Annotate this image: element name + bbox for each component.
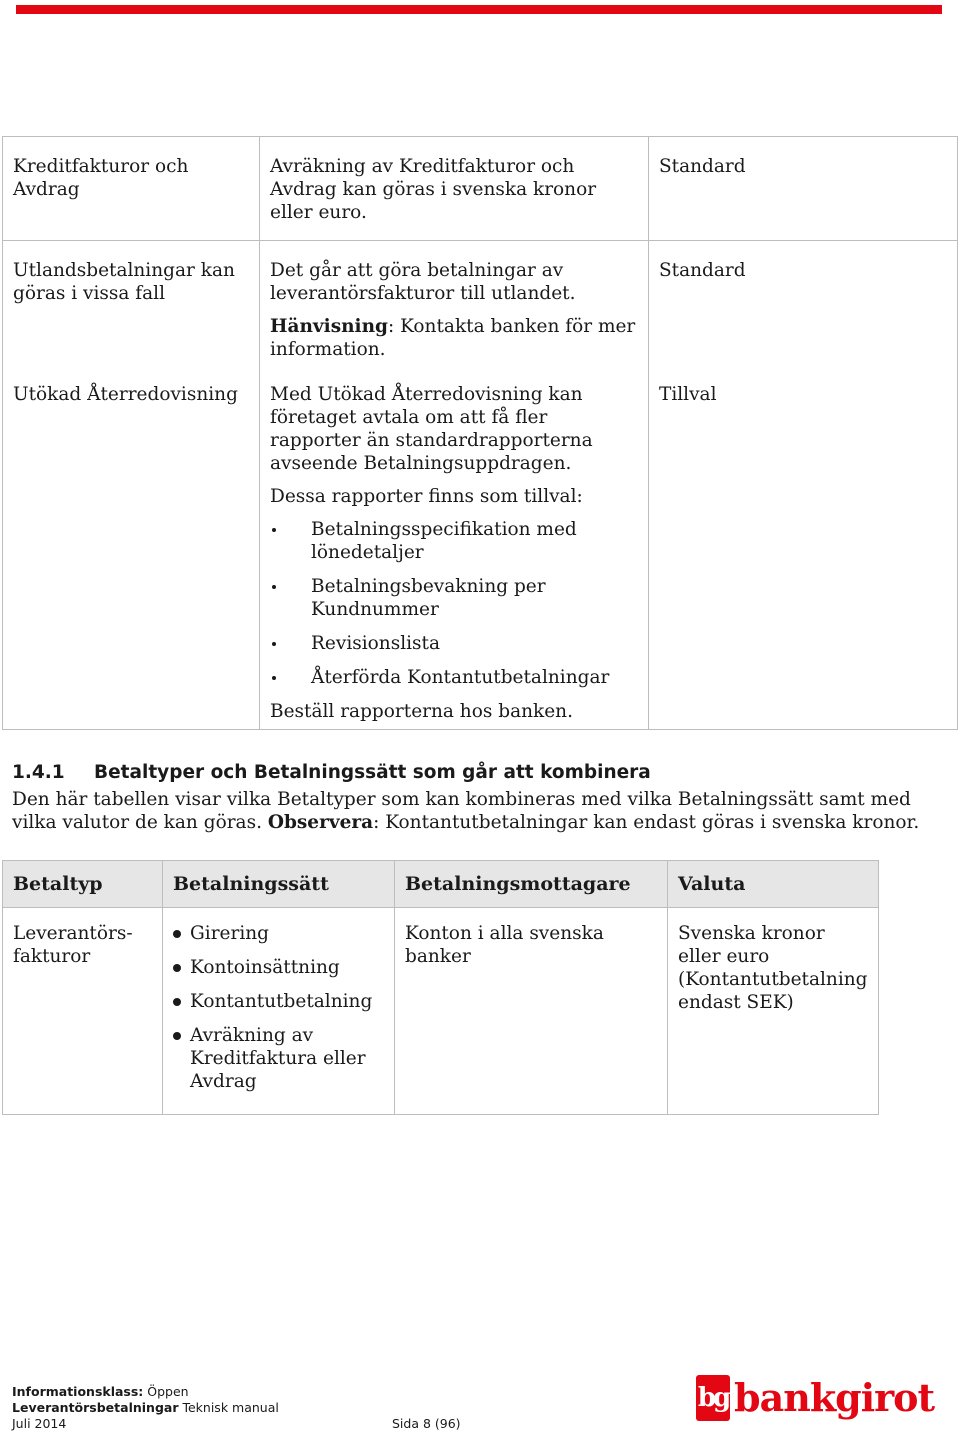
row-status: Standard [659, 156, 746, 177]
table-cell [260, 137, 649, 241]
logo-wordmark: bankgirot [734, 1375, 935, 1420]
combination-table [2, 860, 879, 1115]
note-text: : Kontantutbetalningar kan endast göras i svenska kronor. [373, 812, 920, 833]
table-row [3, 241, 958, 372]
page-number: Sida 8 (96) [392, 1416, 461, 1431]
column-header: Betalningssätt [163, 861, 395, 908]
document-name [12, 1400, 279, 1416]
section-title: Betaltyper och Betalningssätt som går att kombinera [94, 762, 651, 783]
section-intro [12, 788, 942, 834]
list-item: Avräkning av Kreditfaktura eller Avdrag [173, 1024, 384, 1093]
payee: Konton i alla svenska banker [405, 923, 604, 967]
brand-top-bar [16, 5, 942, 14]
column-header: Betalningsmottagare [395, 861, 668, 908]
table-row [3, 371, 958, 730]
intro-text: Den här tabellen visar vilka Betaltyper som kan kombineras med vilka Betalningssätt samt med vilka valutor de kan göras. [12, 789, 911, 833]
row-status: Standard [659, 260, 746, 281]
row-label: Utökad Återredovisning [13, 384, 238, 405]
table-cell [3, 908, 163, 1115]
currency: Svenska kronor eller euro (Kontantutbetalning endast SEK) [678, 923, 868, 1013]
upper-table [2, 136, 958, 730]
table-cell [668, 908, 879, 1115]
info-class [12, 1384, 279, 1400]
column-header: Betaltyp [3, 861, 163, 908]
column-header: Valuta [668, 861, 879, 908]
table-cell [649, 137, 958, 241]
table-cell [3, 371, 260, 730]
list-item: Återförda Kontantutbetalningar [270, 666, 638, 689]
info-class-label: Informationsklass: [12, 1384, 144, 1399]
row-label: Utlandsbetalningar kan göras i vissa fall [13, 260, 235, 304]
document-date: Juli 2014 [12, 1416, 67, 1431]
list-item: Revisionslista [270, 632, 638, 655]
report-intro: Dessa rapporter finns som tillval: [270, 486, 583, 507]
logo-mark: bg [696, 1375, 730, 1421]
page-footer [12, 1384, 461, 1432]
report-outro: Beställ rapporterna hos banken. [270, 701, 573, 722]
payment-method-list [173, 922, 384, 1093]
bankgirot-logo [696, 1376, 942, 1420]
table-cell [260, 371, 649, 730]
table-cell [260, 241, 649, 372]
list-item: Betalningsbevakning per Kundnummer [270, 575, 638, 621]
payment-type: Leverantörs-fakturor [13, 923, 133, 967]
info-class-value: Öppen [143, 1384, 189, 1399]
table-row [3, 908, 879, 1115]
document-name-bold: Leverantörsbetalningar [12, 1400, 179, 1415]
list-item: Betalningsspecifikation med lönedetaljer [270, 518, 638, 564]
row-description: Det går att göra betalningar av leverantörsfakturor till utlandet. [270, 260, 576, 304]
list-item: Kontantutbetalning [173, 990, 384, 1013]
table-row [3, 137, 958, 241]
document-name-rest: Teknisk manual [178, 1400, 279, 1415]
reference-text: : Kontakta banken för mer information. [270, 316, 636, 360]
list-item: Girering [173, 922, 384, 945]
row-label: Kreditfakturor och Avdrag [13, 156, 189, 200]
table-cell [649, 241, 958, 372]
row-description: Med Utökad Återredovisning kan företaget avtala om att få fler rapporter än standardrapporterna avseende Betalningsuppdragen. [270, 384, 593, 474]
reference-label: Hänvisning [270, 316, 388, 337]
section-heading [12, 762, 942, 783]
table-cell [3, 137, 260, 241]
row-description: Avräkning av Kreditfakturor och Avdrag kan göras i svenska kronor eller euro. [270, 156, 597, 223]
list-item: Kontoinsättning [173, 956, 384, 979]
reference-note [270, 315, 638, 361]
row-status: Tillval [659, 384, 717, 405]
section-number: 1.4.1 [12, 762, 65, 783]
table-cell [3, 241, 260, 372]
note-label: Observera [267, 812, 374, 833]
table-cell [649, 371, 958, 730]
report-list [270, 518, 638, 689]
table-header-row [3, 861, 879, 908]
table-cell [395, 908, 668, 1115]
table-cell [163, 908, 395, 1115]
